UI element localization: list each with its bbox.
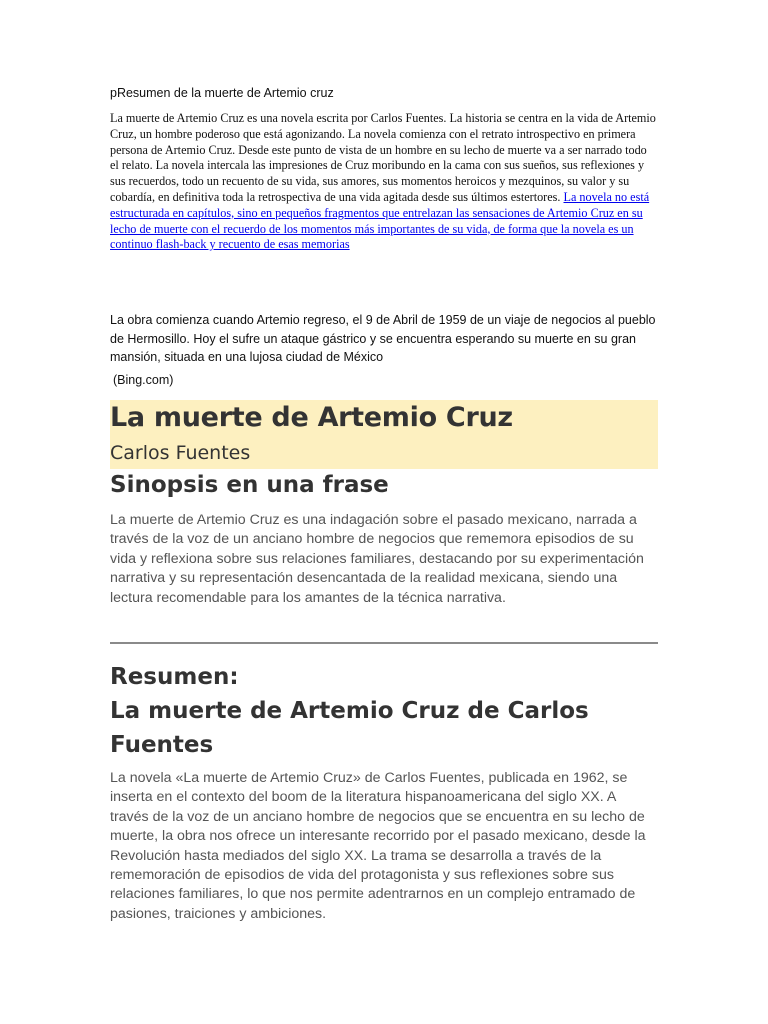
source-citation: (Bing.com) — [113, 373, 174, 387]
intro-link[interactable]: La novela no está estructurada en capítulos, sino en pequeños fragmentos que entrelazan las sensaciones de Artemio Cruz en su lecho de muerte con el recuerdo de los momentos más importantes de su vida, de forma que la novela es un continuo flash-back y recuento de esas memorias — [110, 189, 650, 252]
book-title: La muerte de Artemio Cruz — [110, 402, 513, 433]
resumen-text: La novela «La muerte de Artemio Cruz» de Carlos Fuentes, publicada en 1962, se inserta en el contexto del boom de la literatura hispanoamericana del siglo XX. A través de la voz de un anciano hombre de negocios que se encuentra en su lecho de muerte, la obra nos ofrece un interesante recorrido por el pasado mexicano, desde la Revolución hasta mediados del siglo XX. La trama se desarrolla a través de la rememoración de episodios de vida del protagonista y sus reflexiones sobre sus relaciones familiares, lo que nos permite adentrarnos en un complejo entramado de pasiones, traiciones y ambiciones. — [110, 770, 646, 922]
section-divider — [110, 642, 658, 644]
intro-text: La muerte de Artemio Cruz es una novela escrita por Carlos Fuentes. La historia se centra en la vida de Artemio Cruz, un hombre poderoso que está agonizando. La novela comienza con el retrato introspectivo en primera persona de Artemio Cruz. Desde este punto de vista de un hombre en su lecho de muerte va a ser narrado todo el relato. La novela intercala las impresiones de Cruz moribundo en la cama con sus sueños, sus reflexiones y sus recuerdos, todo un recuento de su vida, sus amores, sus momentos heroicos y mezquinos, su valor y su cobardía, en definitiva toda la retrospectiva de una vida agitada desde sus últimos estertores. — [110, 111, 656, 204]
resumen-heading-line2: La muerte de Artemio Cruz de Carlos Fuentes — [110, 698, 589, 758]
resumen-heading — [110, 660, 658, 762]
document-title: pResumen de la muerte de Artemio cruz — [110, 86, 334, 100]
book-author: Carlos Fuentes — [110, 442, 251, 464]
intro-paragraph — [110, 111, 658, 253]
resumen-heading-line1: Resumen: — [110, 664, 239, 690]
sinopsis-heading: Sinopsis en una frase — [110, 472, 389, 498]
sinopsis-text: La muerte de Artemio Cruz es una indagación sobre el pasado mexicano, narrada a través de la voz de un anciano hombre de negocios que rememora episodios de su vida y reflexiona sobre sus relaciones familiares, destacando por su experimentación narrativa y su representación desencantada de la realidad mexicana, siendo una lectura recomendable para los amantes de la técnica narrativa. — [110, 512, 644, 606]
context-paragraph: La obra comienza cuando Artemio regreso, el 9 de Abril de 1959 de un viaje de negocios al pueblo de Hermosillo. Hoy el sufre un ataque gástrico y se encuentra esperando su muerte en su gran mansión, situada en una lujosa ciudad de México — [110, 313, 656, 364]
